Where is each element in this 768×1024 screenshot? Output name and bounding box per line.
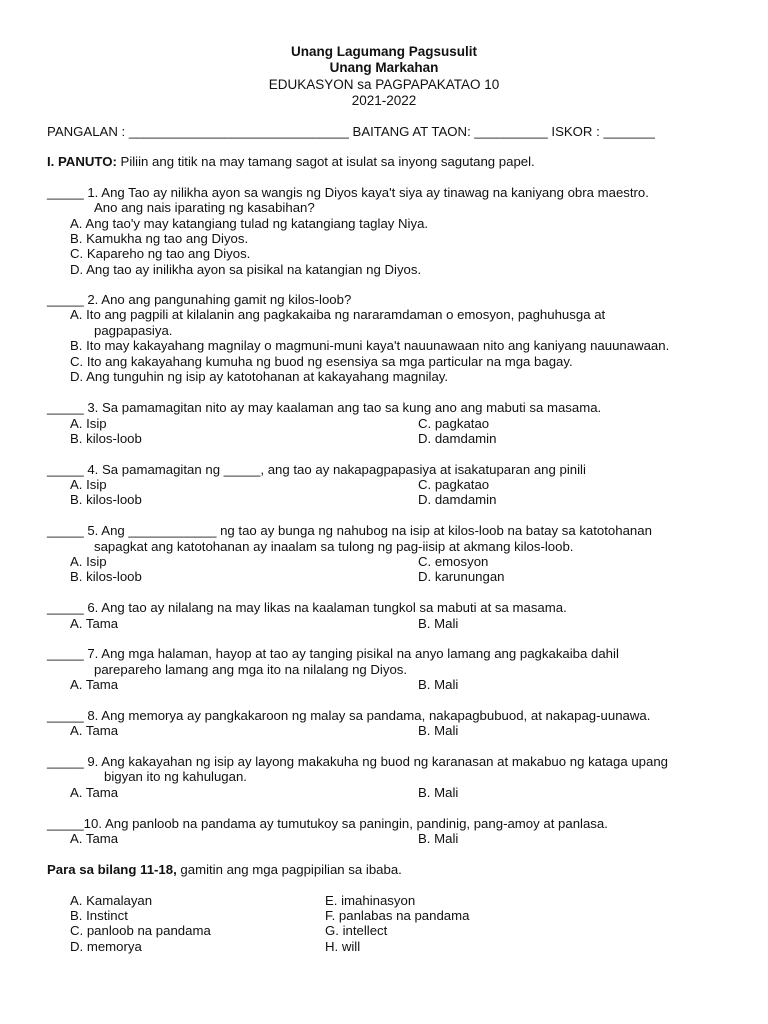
- choice-e: E. imahinasyon: [325, 893, 416, 908]
- question-3-option-c: C. pagkatao: [418, 416, 490, 431]
- question-9-line2: bigyan ito ng kahulugan.: [104, 769, 247, 784]
- exam-title: Unang Lagumang Pagsusulit: [290, 44, 477, 59]
- question-2-option-a: A. Ito ang pagpili at kilalanin ang pagkakaiba ng nararamdaman o emosyon, paghuhusga at: [70, 307, 606, 322]
- instructions-text: Piliin ang titik na may tamang sagot at isulat sa inyong sagutang papel.: [116, 154, 535, 169]
- question-3-option-b: B. kilos-loob: [70, 431, 142, 446]
- question-2-option-c: C. Ito ang kakayahang kumuha ng buod ng esensiya sa mga particular na mga bagay.: [70, 354, 573, 369]
- question-2-option-a-cont: pagpapasiya.: [94, 323, 173, 338]
- question-5-line2: sapagkat ang katotohanan ay inaalam sa tulong ng pag-iisip at akmang kilos-loob.: [94, 539, 574, 554]
- question-3-stem: _____ 3. Sa pamamagitan nito ay may kaalaman ang tao sa kung ano ang mabuti sa masama.: [47, 400, 602, 415]
- section-2-text: gamitin ang mga pagpipilian sa ibaba.: [176, 862, 402, 877]
- question-6-option-b: B. Mali: [418, 616, 459, 631]
- section-2-bold: Para sa bilang 11-18,: [47, 862, 177, 877]
- question-1-option-b: B. Kamukha ng tao ang Diyos.: [70, 231, 249, 246]
- question-2-option-d: D. Ang tunguhin ng isip ay katotohanan at kakayahang magnilay.: [70, 369, 449, 384]
- question-4-option-a: A. Isip: [70, 477, 107, 492]
- question-9-option-b: B. Mali: [418, 785, 459, 800]
- question-7-option-a: A. Tama: [70, 677, 119, 692]
- question-10-option-a: A. Tama: [70, 831, 119, 846]
- exam-quarter: Unang Markahan: [329, 60, 439, 75]
- question-8-stem: _____ 8. Ang memorya ay pangkakaroon ng malay sa pandama, nakapagbubuod, at nakapag-uunawa.: [47, 708, 651, 723]
- question-9-option-a: A. Tama: [70, 785, 119, 800]
- question-7-option-b: B. Mali: [418, 677, 459, 692]
- question-7-line2: parepareho lamang ang mga ito na nilalang ng Diyos.: [94, 662, 408, 677]
- question-10-option-b: B. Mali: [418, 831, 459, 846]
- instructions: [47, 154, 721, 170]
- question-4-option-c: C. pagkatao: [418, 477, 490, 492]
- question-5-option-a: A. Isip: [70, 554, 107, 569]
- question-2-stem: _____ 2. Ano ang pangunahing gamit ng kilos-loob?: [47, 292, 352, 307]
- choice-g: G. intellect: [325, 923, 388, 938]
- question-2-option-b: B. Ito may kakayahang magnilay o magmuni-muni kaya't nauunawaan nito ang kaniyang nauunawaan.: [70, 338, 670, 353]
- question-4-option-b: B. kilos-loob: [70, 492, 142, 507]
- question-8-option-b: B. Mali: [418, 723, 459, 738]
- instructions-label: I. PANUTO:: [47, 154, 117, 169]
- question-10-stem: _____10. Ang panloob na pandama ay tumutukoy sa paningin, pandinig, pang-amoy at panlasa.: [47, 816, 608, 831]
- question-4-option-d: D. damdamin: [418, 492, 497, 507]
- choice-d: D. memorya: [70, 939, 142, 954]
- question-5-line1: _____ 5. Ang ____________ ng tao ay bunga ng nahubog na isip at kilos-loob na batay sa katotohanan: [47, 523, 652, 538]
- question-1-option-c: C. Kapareho ng tao ang Diyos.: [70, 246, 251, 261]
- question-6-stem: _____ 6. Ang tao ay nilalang na may likas na kaalaman tungkol sa mabuti at sa masama.: [47, 600, 567, 615]
- question-1-option-d: D. Ang tao ay inilikha ayon sa pisikal na katangian ng Diyos.: [70, 262, 422, 277]
- question-3-option-a: A. Isip: [70, 416, 107, 431]
- question-5-option-c: C. emosyon: [418, 554, 489, 569]
- school-year: 2021-2022: [351, 93, 417, 108]
- question-1-line2: Ano ang nais iparating ng kasabihan?: [94, 200, 315, 215]
- choice-b: B. Instinct: [70, 908, 128, 923]
- question-5-option-b: B. kilos-loob: [70, 569, 142, 584]
- question-1-option-a: A. Ang tao'y may katangiang tulad ng katangiang taglay Niya.: [70, 216, 429, 231]
- question-9-line1: _____ 9. Ang kakayahan ng isip ay layong makakuha ng buod ng karanasan at makabuo ng kataga upang: [47, 754, 669, 769]
- choice-c: C. panloob na pandama: [70, 923, 211, 938]
- question-7-line1: _____ 7. Ang mga halaman, hayop at tao ay tanging pisikal na anyo lamang ang pagkakaiba dahil: [47, 646, 619, 661]
- question-3-option-d: D. damdamin: [418, 431, 497, 446]
- student-info-line: PANGALAN : ______________________________ BAITANG AT TAON: __________ ISKOR : _______: [47, 124, 655, 139]
- exam-subject: EDUKASYON sa PAGPAPAKATAO 10: [268, 77, 500, 92]
- question-8-option-a: A. Tama: [70, 723, 119, 738]
- choice-a: A. Kamalayan: [70, 893, 153, 908]
- choice-f: F. panlabas na pandama: [325, 908, 470, 923]
- question-1-line1: _____ 1. Ang Tao ay nilikha ayon sa wangis ng Diyos kaya't siya ay tinawag na kaniyang obra maestro.: [47, 185, 649, 200]
- question-5-option-d: D. karunungan: [418, 569, 505, 584]
- question-4-stem: _____ 4. Sa pamamagitan ng _____, ang tao ay nakapagpapasiya at isakatuparan ang pinili: [47, 462, 586, 477]
- question-6-option-a: A. Tama: [70, 616, 119, 631]
- section-2-instructions: [47, 862, 721, 878]
- choice-h: H. will: [325, 939, 361, 954]
